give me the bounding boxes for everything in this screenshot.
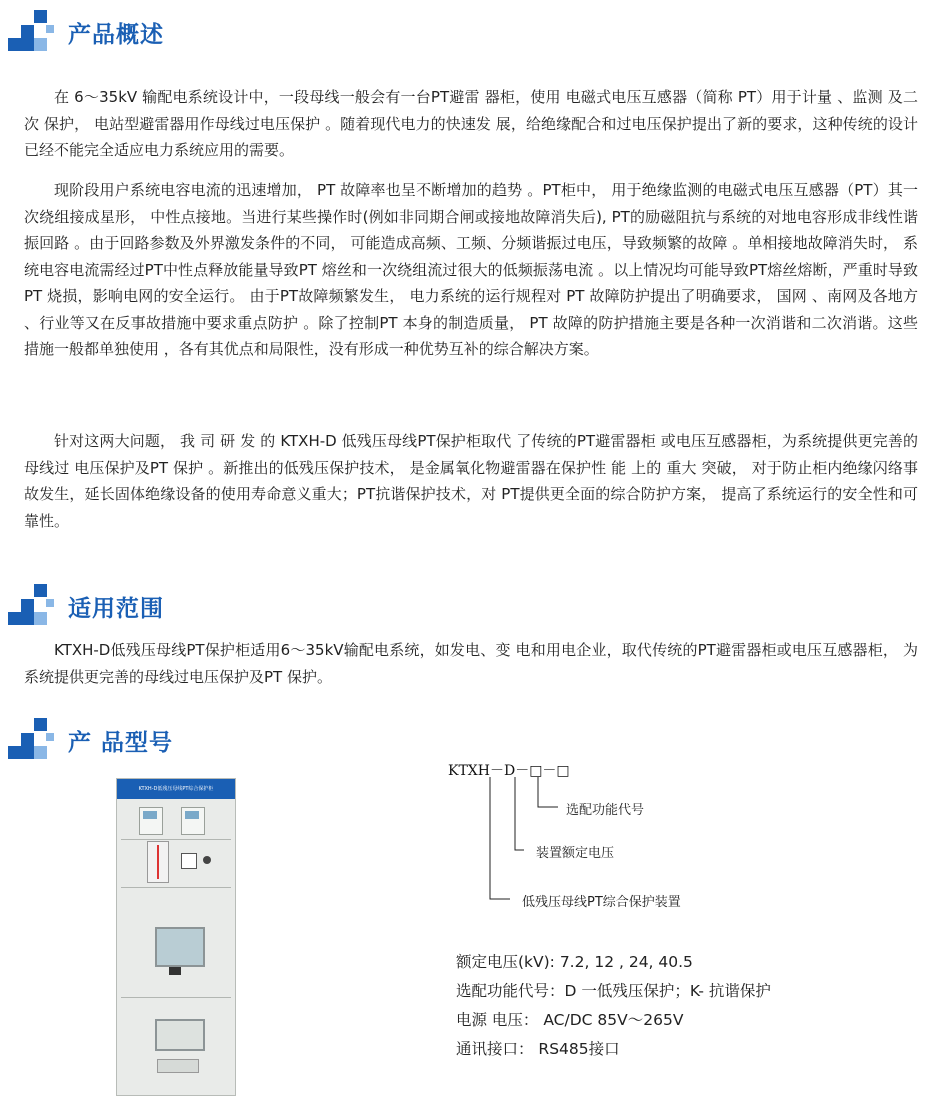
scope-paragraph: KTXH-D低残压母线PT保护柜适用6～35kV输配电系统，如发电、变 电和用电企业，取代传统的PT避雷器柜或电压互感器柜， 为系统提供更完善的母线过电压保护及PT 保护。 <box>24 641 918 686</box>
knob-icon <box>203 856 211 864</box>
overview-paragraph-2: 现阶段用户系统电容电流的迅速增加， PT 故障率也呈不断增加的趋势 。PT柜中， 用于绝缘监测的电磁式电压互感器（PT）其一次绕组接成星形， 中性点接地。当进行某些操作时(例如非同期合闸或接地故障消失后), PT的励磁阻抗与系统的对地电容形成非线性谐振回路 。由于回路参数及外界激发条件的不同， 可能造成高频、工频、分频谐振过电压，导致频繁的故障 。单相接地故障消失时， 系统电容电流需经过PT中性点释放能量导致PT 熔丝和一次绕组流过很大的低频振荡电流 。以上情况均可能导致PT熔丝熔断，严重时导致 PT 烧损，影响电网的安全运行。 由于PT故障频繁发生， 电力系统的运行规程对 PT 故障防护提出了明确要求， 国网 、南网及各地方 、行业等又在反事故措施中要求重点防护 。除了控制PT 本身的制造质量， PT 故障的防护措施主要是各种一次消谐和二次消谐。这些措施一般都单独使用 ，各有其优点和局限性，没有形成一种优势互补的综合解决方案。 <box>24 181 918 358</box>
model-label-protection-device: 低残压母线PT综合保护装置 <box>522 895 681 910</box>
model-label-function-code: 选配功能代号 <box>566 803 645 818</box>
cabinet-title: KTXH-D低残压母线PT综合保护柜 <box>138 786 214 792</box>
cabinet-header-strip <box>117 779 235 799</box>
section-title-scope: 适用范围 <box>68 595 164 622</box>
spec-function-code: 选配功能代号：D 一低残压保护；K- 抗谐保护 <box>456 982 771 1000</box>
spec-power-supply: 电源 电压： AC/DC 85V～265V <box>456 1011 684 1029</box>
relay-panel-icon <box>181 807 205 835</box>
cabinet-divider <box>121 887 231 888</box>
spec-list <box>456 948 771 1064</box>
mimic-diagram-icon <box>147 841 169 883</box>
spec-comm-interface: 通讯接口： RS485接口 <box>456 1040 620 1058</box>
cabinet-divider <box>121 839 231 840</box>
overview-paragraph-3: 针对这两大问题， 我 司 研 发 的 KTXH-D 低残压母线PT保护柜取代 了传统的PT避雷器柜 或电压互感器柜，为系统提供更完善的母线过 电压保护及PT 保护 。新推出的低残压保护技术， 是金属氧化物避雷器在保护性 能 上的 重大 突破， 对于防止柜内绝缘闪络事故发生，延长固体绝缘设备的使用寿命意义重大；PT抗谐保护技术，对 PT提供更全面的综合防护方案， 提高了系统运行的安全性和可靠性。 <box>24 432 918 530</box>
relay-panel-icon <box>139 807 163 835</box>
section-title-overview: 产品概述 <box>68 21 164 48</box>
handle-icon <box>169 967 181 975</box>
meter-icon <box>181 853 197 869</box>
spec-rated-voltage: 额定电压(kV): 7.2, 12 , 24, 40.5 <box>456 953 693 971</box>
section-header-overview <box>8 10 164 54</box>
cabinet-bottom-plate <box>157 1059 199 1073</box>
section-header-model <box>8 718 173 762</box>
overview-paragraph-1: 在 6～35kV 输配电系统设计中，一段母线一般会有一台PT避雷 器柜，使用 电磁式电压互感器（简称 PT）用于计量 、监测 及二次 保护， 电站型避雷器用作母线过电压保护 。随着现代电力的快速发 展，给绝缘配合和过电压保护提出了新的要求，这种传统的设计已经不能完全适应电力系统应用的需要。 <box>24 88 918 159</box>
cabinet-lower-window <box>155 1019 205 1051</box>
cabinet-window <box>155 927 205 967</box>
squares-logo-icon <box>8 10 56 54</box>
cabinet-image <box>116 778 236 1096</box>
squares-logo-icon <box>8 584 56 628</box>
model-code: KTXH－D－□－□ <box>448 763 570 779</box>
squares-logo-icon <box>8 718 56 762</box>
cabinet-divider <box>121 997 231 998</box>
model-label-rated-voltage: 装置额定电压 <box>536 846 615 861</box>
section-header-scope <box>8 584 164 628</box>
section-title-model: 产 品型号 <box>68 729 174 756</box>
